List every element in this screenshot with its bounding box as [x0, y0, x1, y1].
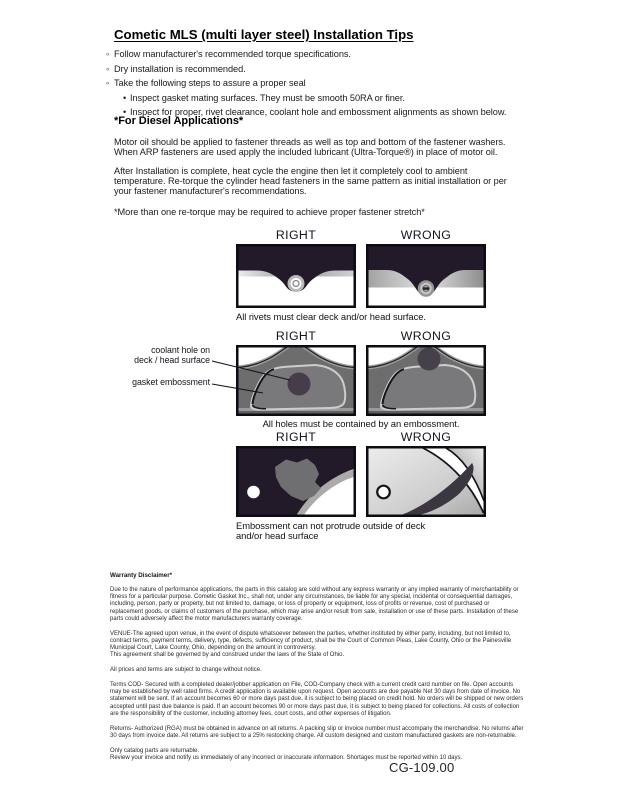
installation-tips-section — [106, 27, 508, 120]
fine-print-paragraph: VENUE-The agreed upon venue, in the event of dispute whatsoever between the parties, whether instituted by either party, including, but not limited to, contract terms, payment terms, delivery, type, defects, sufficiency of product, shall be the Court of Common Pleas, Lake County, Ohio or the Painesville Municipal Court, Lake County, Ohio, depending on the amount in controversy. — [110, 630, 512, 651]
fine-print-paragraph: Review your invoice and notify us immediately of any incorrect or inaccurate information. Shortages must be reported within 10 days. — [110, 754, 463, 761]
tip-sub-bullet: • Inspect gasket mating surfaces. They must be smooth 50RA or finer. — [123, 91, 508, 106]
hole-caption: All holes must be contained by an embossment. — [262, 418, 460, 429]
tip-bullet: ◦ Follow manufacturer's recommended torque specifications. — [106, 47, 508, 62]
coolant-hole-annotation — [116, 346, 210, 365]
fine-print-paragraph: All prices and terms are subject to change without notice. — [110, 667, 262, 673]
gasket-embossment-annotation — [116, 378, 210, 388]
tip-bullet: ◦ Take the following steps to assure a proper seal — [106, 76, 508, 91]
right-label: RIGHT — [275, 228, 317, 242]
right-label: RIGHT — [275, 329, 317, 343]
diesel-applications-section — [114, 116, 510, 225]
annotation-line: deck / head surface — [134, 354, 210, 365]
annotation-line: coolant hole on — [151, 345, 210, 355]
caption-line: and/or head surface — [236, 530, 319, 542]
wrong-label: WRONG — [400, 430, 452, 444]
fine-print-paragraph: This agreement shall be governed by and construed under the laws of the State of Ohio. — [110, 652, 345, 659]
embossment-wrong-diagram — [366, 446, 486, 517]
tip-sub-bullet: • Inspect for proper, rivet clearance, coolant hole and embossment alignments as shown below. — [123, 105, 508, 120]
wrong-label: WRONG — [400, 329, 452, 343]
caption-line: Embossment can not protrude outside of deck — [236, 520, 426, 531]
rivet-caption: All rivets must clear deck and/or head surface. — [236, 311, 426, 322]
page-number: CG-109.00 — [389, 760, 455, 775]
right-label: RIGHT — [275, 430, 317, 444]
page-title: Cometic MLS (multi layer steel) Installation Tips — [114, 27, 414, 42]
diesel-paragraph: After Installation is complete, heat cycle the engine then let it completely cool to ambient temperature. Re-torque the cylinder head fasteners in the same pattern as initial installation or per your fastener manufacturer's recommendations. — [114, 165, 507, 197]
diagram-row-embossment — [236, 431, 486, 542]
annotation-line: gasket embossment — [132, 377, 210, 387]
retorque-note: *More than one re-torque may be required to achieve proper fastener stretch* — [114, 207, 425, 218]
diesel-paragraph: Motor oil should be applied to fastener threads as well as top and bottom of the fastener washers. When ARP fasteners are used apply the included lubricant (Ultra-Torque®) in place of motor oil. — [114, 137, 506, 158]
fine-print-paragraph: Terms COD- Secured with a completed dealer/jobber application on File, COD-Company check with a current credit card number on file. Open accounts may be established by well rated firms. A credit application is available upon request. Open accounts are due payable Net 30 days from date of invoice. No statement will be sent. If an account becomes 60 or more days past due, it is subject to being placed on credit hold. No orders will be shipped or new orders accepted until past due balance is paid. If an account becomes 90 or more days past due, it is subject to being placed for collections. All costs of collection are the responsibility of the customer, including attorney fees, court costs, and other expenses of litigation. — [110, 681, 524, 717]
embossment-caption — [236, 521, 486, 542]
tip-bullet: ◦ Dry installation is recommended. — [106, 62, 508, 77]
warranty-disclaimer-heading: Warranty Disclaimer* — [110, 572, 173, 579]
fine-print-paragraph: Returns- Authorized (RGA) must be obtained in advance on all returns. A packing slip or invoice number must accompany the merchandise. No returns after 30 days from invoice date. All returns are subject to a 25% restocking charge. All custom designed and custom manufactured gaskets are non-returnable. — [110, 725, 524, 739]
hole-wrong-diagram — [366, 345, 486, 416]
diagram-row-rivets — [236, 229, 486, 322]
rivet-right-diagram — [236, 244, 356, 308]
fine-print-paragraph: Only catalog parts are returnable. — [110, 747, 200, 754]
rivet-wrong-diagram — [366, 244, 486, 308]
diesel-heading: *For Diesel Applications* — [114, 115, 244, 127]
wrong-label: WRONG — [400, 228, 452, 242]
leader-lines — [211, 352, 303, 398]
fine-print-paragraph: Due to the nature of performance applications, the parts in this catalog are sold without any express warranty or any implied warranty of merchantability or fitness for a particular purpose. Cometic Gasket Inc., shall not, under any circumstances, be liable for any special, incidental or consequential damages, including, person, party or property, but not limited to, damage, or loss of property or equipment, loss of profits or revenue, cost of purchased or replacement goods, or claims of customers of the purchase, which may arise and/or result from sale, installation or use of these parts. Installation of these parts could adversely affect the motor manufacturers warranty coverage. — [110, 586, 519, 622]
fine-print-section — [110, 572, 524, 770]
embossment-right-diagram — [236, 446, 356, 517]
